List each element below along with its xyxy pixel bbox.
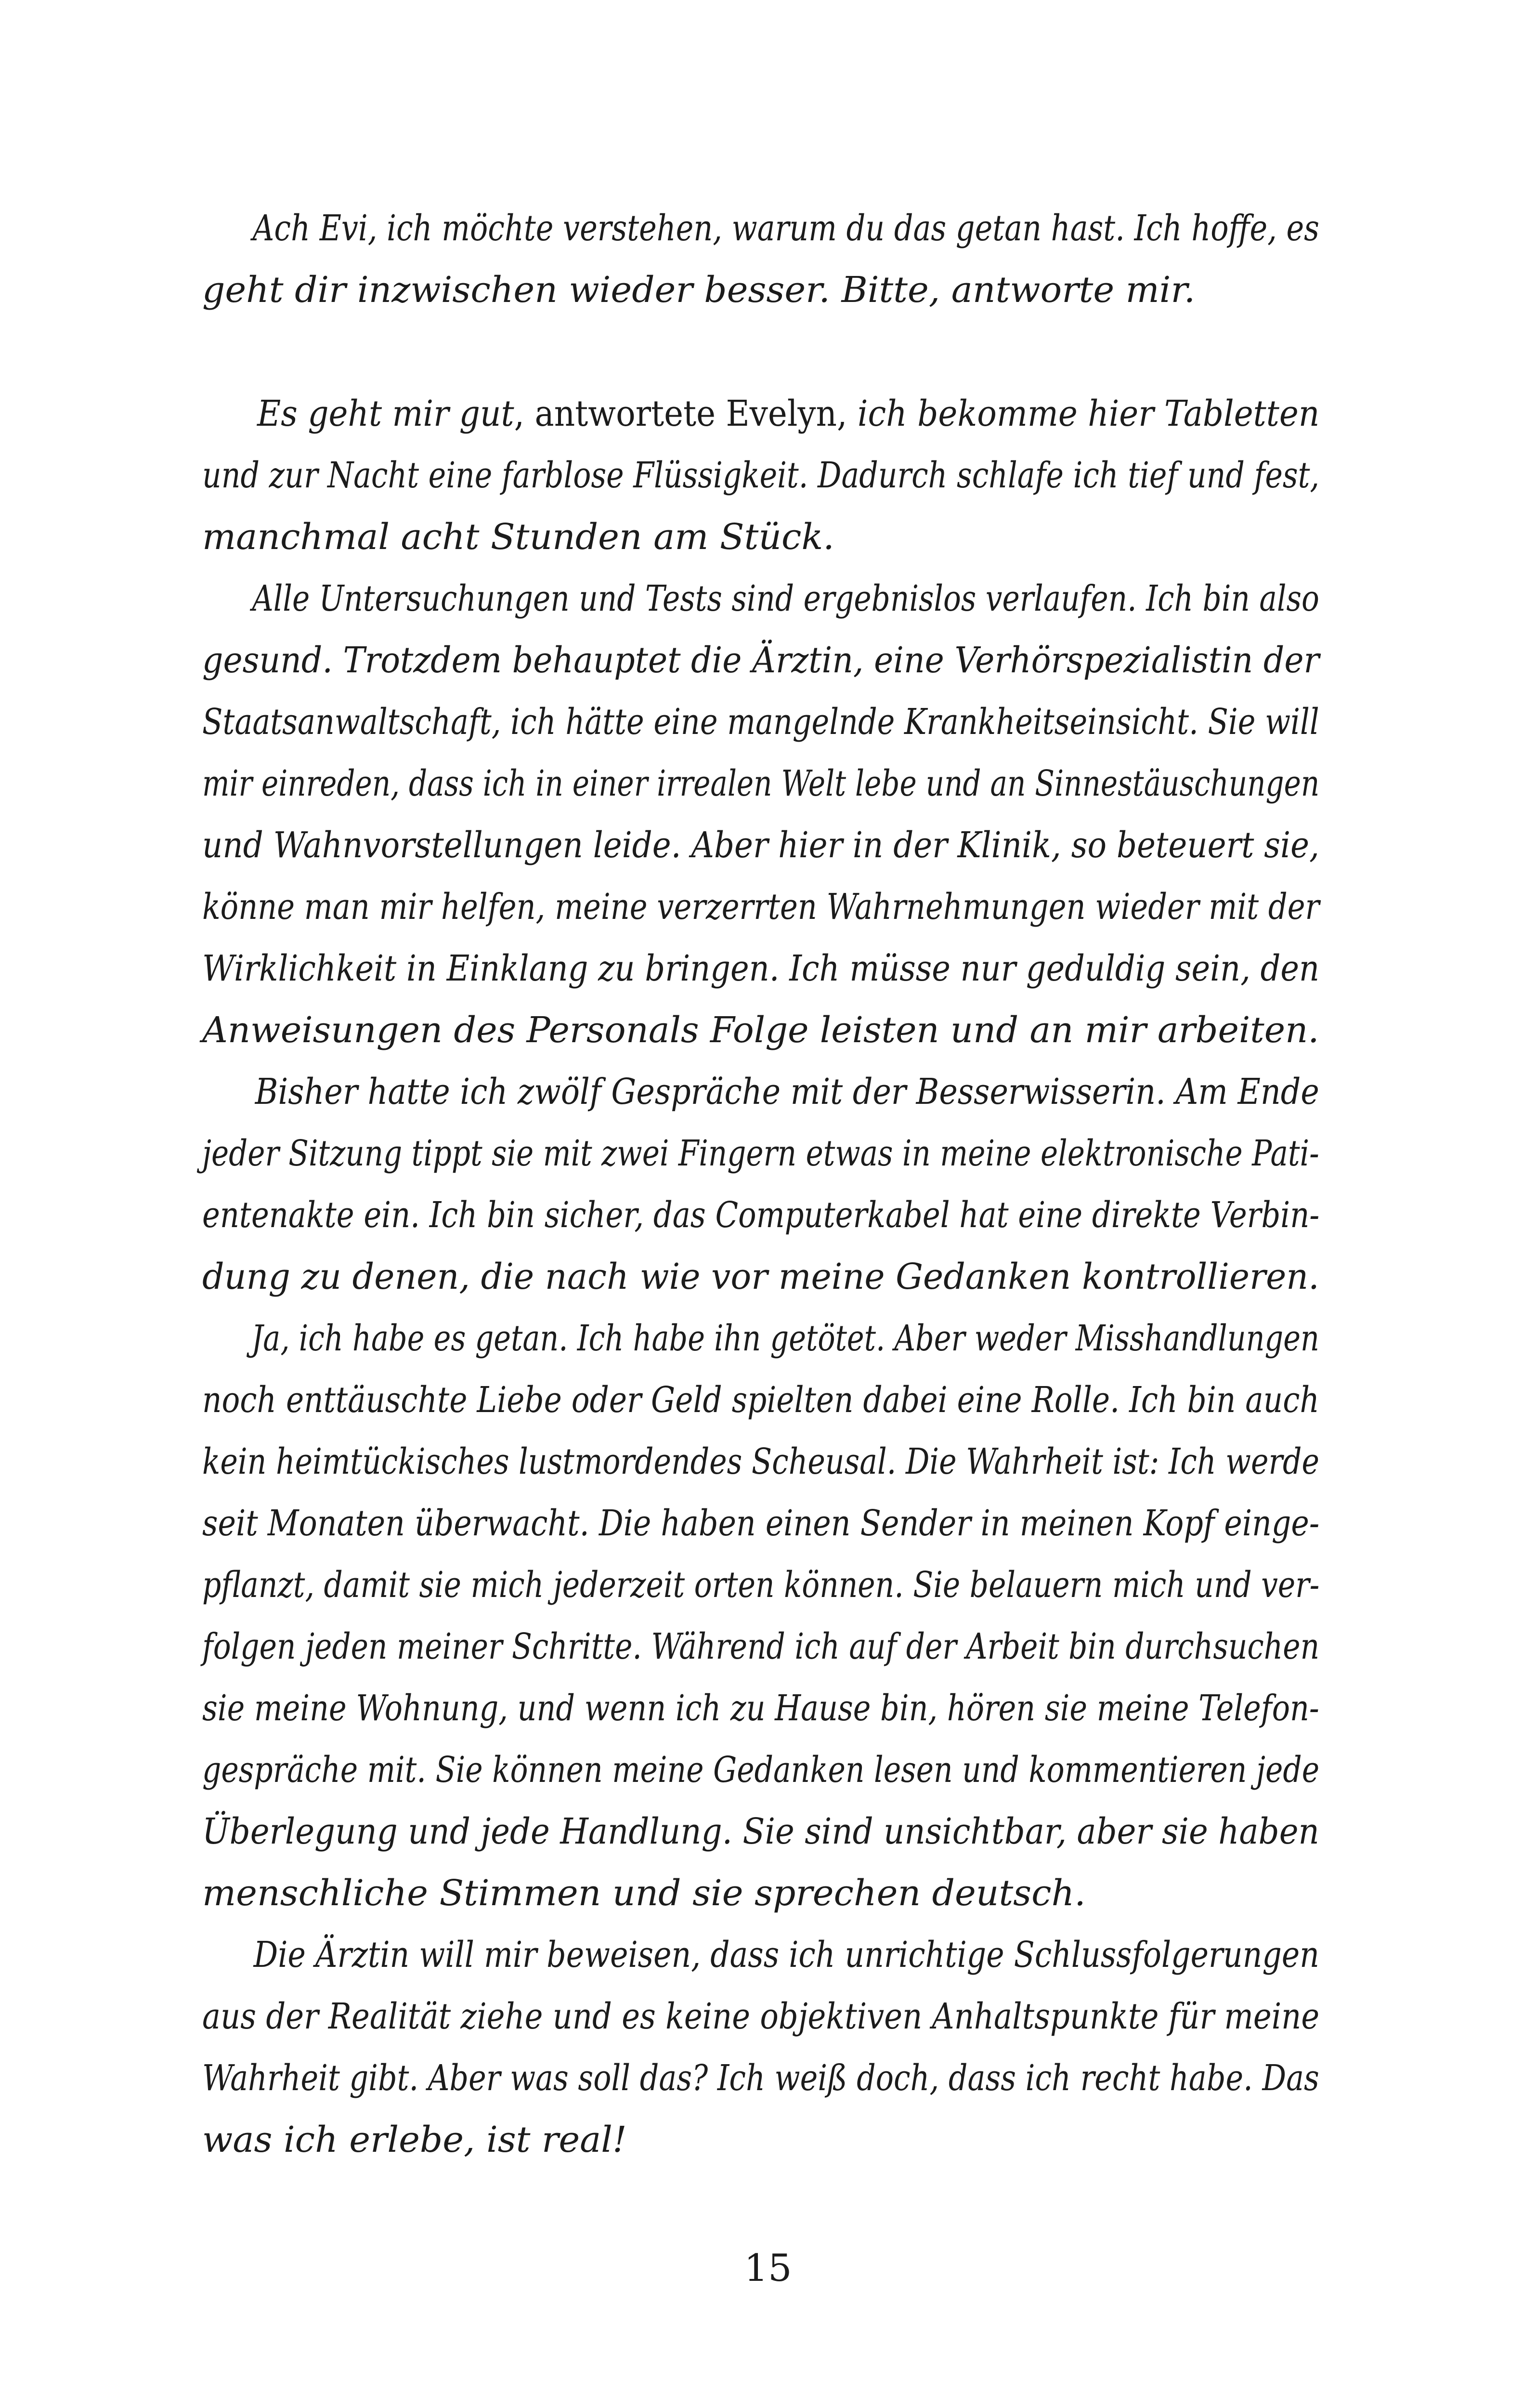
text-line: was ich erlebe, ist real! — [202, 2119, 627, 2160]
text-line: und Wahnvorstellungen leide. Aber hier in der Klinik, so beteuert sie, — [202, 824, 1319, 866]
text-line: jeder Sitzung tippt sie mit zwei Fingern etwas in meine elektronische Pati- — [202, 1133, 1319, 1174]
text-line: könne man mir helfen, meine verzerrten Wahrnehmungen wieder mit der — [202, 886, 1320, 928]
main-text — [202, 383, 1319, 2171]
text-line: gespräche mit. Sie können meine Gedanken lesen und kommentieren jede — [202, 1749, 1320, 1791]
text-line: kein heimtückisches lustmordendes Scheusal. Die Wahrheit ist: Ich werde — [202, 1441, 1319, 1482]
text-line: dung zu denen, die nach wie vor meine Gedanken kontrollieren. — [202, 1256, 1319, 1297]
text-line: sie meine Wohnung, und wenn ich zu Hause bin, hören sie meine Telefon- — [202, 1688, 1319, 1729]
quote-continuation: ich bekomme hier Tabletten — [857, 393, 1320, 434]
text-line: Anweisungen des Personals Folge leisten und an mir arbeiten. — [202, 1009, 1319, 1051]
text-line: gesund. Trotzdem behauptet die Ärztin, eine Verhörspezialistin der — [202, 640, 1319, 681]
text-line: aus der Realität ziehe und es keine objektiven Anhaltspunkte für meine — [202, 1996, 1320, 2037]
text-line: pflanzt, damit sie mich jederzeit orten können. Sie belauern mich und ver- — [202, 1564, 1320, 1606]
text-line: menschliche Stimmen und sie sprechen deutsch. — [202, 1872, 1086, 1914]
text-line: Ja, ich habe es getan. Ich habe ihn getötet. Aber weder Misshandlungen — [251, 1318, 1319, 1359]
text-line: seit Monaten überwacht. Die haben einen Sender in meinen Kopf einge- — [202, 1503, 1320, 1544]
narration: , antwortete Evelyn, — [514, 393, 858, 434]
text-line: folgen jeden meiner Schritte. Während ich auf der Arbeit bin durchsuchen — [202, 1626, 1320, 1667]
text-line: Alle Untersuchungen und Tests sind ergebnislos verlaufen. Ich bin also — [252, 578, 1319, 619]
text-line: geht dir inzwischen wieder besser. Bitte, antworte mir. — [202, 269, 1196, 311]
quote-start: Es geht mir gut — [257, 393, 514, 434]
text-line: Bisher hatte ich zwölf Gespräche mit der Besserwisserin. Am Ende — [255, 1071, 1319, 1112]
text-line: und zur Nacht eine farblose Flüssigkeit. Dadurch schlafe ich tief und fest, — [202, 455, 1319, 496]
text-line: Staatsanwaltschaft, ich hätte eine mangelnde Krankheitseinsicht. Sie will — [202, 701, 1319, 743]
text-line: Überlegung und jede Handlung. Sie sind unsichtbar, aber sie haben — [202, 1811, 1319, 1852]
text-line: Wirklichkeit in Einklang zu bringen. Ich müsse nur geduldig sein, den — [202, 948, 1320, 989]
reply-lead-line — [202, 383, 1320, 445]
text-line: mir einreden, dass ich in einer irrealen Welt lebe und an Sinnestäuschungen — [202, 763, 1320, 804]
text-line: manchmal acht Stunden am Stück. — [202, 516, 834, 558]
letter-paragraph — [202, 197, 1319, 321]
text-line: Die Ärztin will mir beweisen, dass ich unrichtige Schlussfolgerungen — [253, 1934, 1319, 1976]
text-line: Ach Evi, ich möchte verstehen, warum du das getan hast. Ich hoffe, es — [252, 208, 1319, 249]
text-line: noch enttäuschte Liebe oder Geld spielten dabei eine Rolle. Ich bin auch — [202, 1379, 1319, 1421]
text-line: entenakte ein. Ich bin sicher, das Computerkabel hat eine direkte Verbin- — [202, 1194, 1320, 1236]
page-number: 15 — [744, 2247, 792, 2290]
text-line: Wahrheit gibt. Aber was soll das? Ich weiß doch, dass ich recht habe. Das — [202, 2057, 1319, 2099]
